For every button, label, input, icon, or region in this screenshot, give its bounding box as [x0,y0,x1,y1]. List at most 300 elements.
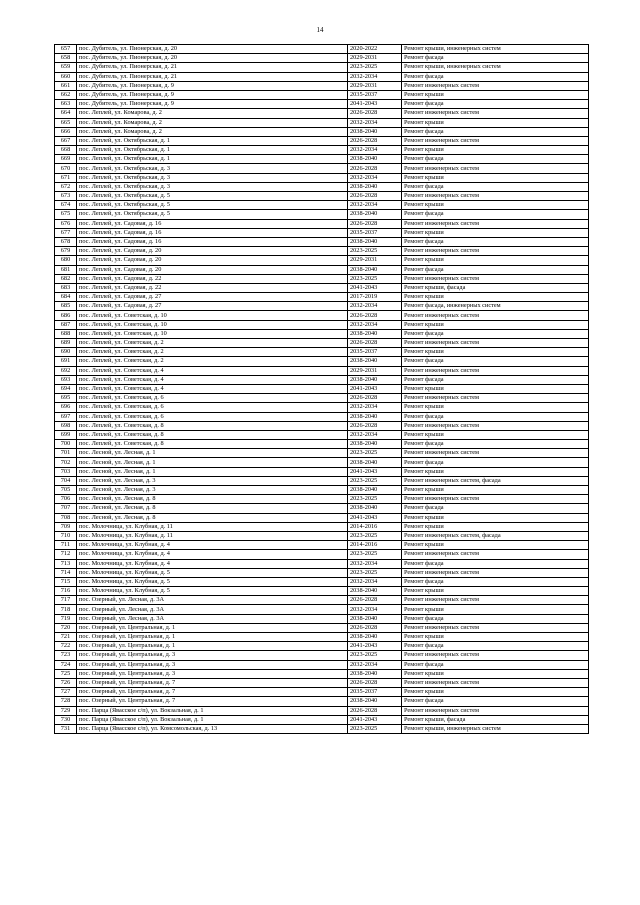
address-cell: пос. Лесной, ул. Лесная, д. 3 [77,476,348,485]
row-number: 719 [55,614,77,623]
period-cell: 2026-2028 [348,311,402,320]
period-cell: 2023-2025 [348,651,402,660]
period-cell: 2035-2037 [348,90,402,99]
table-row [55,63,589,72]
period-cell: 2017-2019 [348,293,402,302]
period-cell: 2035-2037 [348,228,402,237]
address-cell: пос. Дубитель, ул. Пионерская, д. 20 [77,54,348,63]
address-cell: пос. Озерный, ул. Лесная, д. 3А [77,614,348,623]
period-cell: 2032-2034 [348,173,402,182]
work-type-cell: Ремонт фасада [402,155,589,164]
work-type-cell: Ремонт крыши [402,430,589,439]
address-cell: пос. Леплей, ул. Советская, д. 10 [77,329,348,338]
row-number: 730 [55,715,77,724]
table-row [55,678,589,687]
address-cell: пос. Леплей, ул. Садовая, д. 16 [77,219,348,228]
table-row [55,642,589,651]
table-row [55,623,589,632]
row-number: 689 [55,339,77,348]
row-number: 717 [55,596,77,605]
table-row [55,614,589,623]
work-type-cell: Ремонт крыши [402,587,589,596]
work-type-cell: Ремонт инженерных систем [402,421,589,430]
row-number: 720 [55,623,77,632]
table-row [55,118,589,127]
row-number: 731 [55,724,77,733]
work-type-cell: Ремонт крыши [402,90,589,99]
period-cell: 2041-2043 [348,283,402,292]
period-cell: 2032-2034 [348,146,402,155]
table-row [55,146,589,155]
address-cell: пос. Молочница, ул. Клубная, д. 11 [77,531,348,540]
address-cell: пос. Озерный, ул. Центральная, д. 1 [77,642,348,651]
address-cell: пос. Дубитель, ул. Пионерская, д. 9 [77,81,348,90]
row-number: 725 [55,669,77,678]
work-type-cell: Ремонт инженерных систем [402,623,589,632]
work-type-cell: Ремонт крыши, инженерных систем [402,45,589,54]
table-row [55,274,589,283]
table-row [55,247,589,256]
work-type-cell: Ремонт фасада [402,440,589,449]
table-row [55,715,589,724]
address-cell: пос. Молочница, ул. Клубная, д. 4 [77,541,348,550]
table-row [55,72,589,81]
period-cell: 2038-2040 [348,182,402,191]
address-cell: пос. Парца (Явасское с/п), ул. Вокзальная, д. 1 [77,715,348,724]
row-number: 657 [55,45,77,54]
address-cell: пос. Леплей, ул. Октябрьская, д. 5 [77,192,348,201]
row-number: 696 [55,403,77,412]
work-type-cell: Ремонт инженерных систем [402,247,589,256]
address-cell: пос. Дубитель, ул. Пионерская, д. 20 [77,45,348,54]
period-cell: 2032-2034 [348,201,402,210]
address-cell: пос. Озерный, ул. Центральная, д. 7 [77,697,348,706]
address-cell: пос. Молочница, ул. Клубная, д. 4 [77,550,348,559]
row-number: 687 [55,320,77,329]
table-row [55,311,589,320]
work-type-cell: Ремонт крыши [402,403,589,412]
work-type-cell: Ремонт инженерных систем [402,366,589,375]
row-number: 658 [55,54,77,63]
work-type-cell: Ремонт крыши [402,633,589,642]
period-cell: 2023-2025 [348,476,402,485]
table-row [55,210,589,219]
row-number: 704 [55,476,77,485]
address-cell: пос. Лесной, ул. Лесная, д. 8 [77,495,348,504]
period-cell: 2032-2034 [348,72,402,81]
row-number: 698 [55,421,77,430]
table-row [55,45,589,54]
period-cell: 2029-2031 [348,54,402,63]
row-number: 690 [55,348,77,357]
table-row [55,651,589,660]
work-type-cell: Ремонт фасада [402,182,589,191]
period-cell: 2041-2043 [348,467,402,476]
address-cell: пос. Леплей, ул. Садовая, д. 27 [77,293,348,302]
address-cell: пос. Леплей, ул. Октябрьская, д. 3 [77,164,348,173]
work-type-cell: Ремонт фасада [402,642,589,651]
table-row [55,164,589,173]
work-type-cell: Ремонт крыши [402,669,589,678]
address-cell: пос. Леплей, ул. Советская, д. 4 [77,366,348,375]
work-type-cell: Ремонт фасада [402,357,589,366]
table-row [55,596,589,605]
row-number: 674 [55,201,77,210]
address-cell: пос. Леплей, ул. Советская, д. 2 [77,357,348,366]
row-number: 714 [55,568,77,577]
row-number: 688 [55,329,77,338]
row-number: 682 [55,274,77,283]
row-number: 683 [55,283,77,292]
row-number: 664 [55,109,77,118]
table-row [55,605,589,614]
row-number: 662 [55,90,77,99]
address-cell: пос. Леплей, ул. Советская, д. 10 [77,311,348,320]
row-number: 702 [55,458,77,467]
period-cell: 2035-2037 [348,688,402,697]
row-number: 672 [55,182,77,191]
address-cell: пос. Молочница, ул. Клубная, д. 11 [77,522,348,531]
table-row [55,192,589,201]
address-cell: пос. Озерный, ул. Лесная, д. 3А [77,596,348,605]
row-number: 707 [55,504,77,513]
table-row [55,697,589,706]
address-cell: пос. Лесной, ул. Лесная, д. 8 [77,513,348,522]
row-number: 665 [55,118,77,127]
row-number: 670 [55,164,77,173]
row-number: 661 [55,81,77,90]
row-number: 722 [55,642,77,651]
address-cell: пос. Леплей, ул. Комарова, д. 2 [77,127,348,136]
period-cell: 2020-2022 [348,45,402,54]
address-cell: пос. Леплей, ул. Садовая, д. 22 [77,283,348,292]
address-cell: пос. Молочница, ул. Клубная, д. 4 [77,559,348,568]
table-row [55,476,589,485]
address-cell: пос. Озерный, ул. Лесная, д. 3А [77,605,348,614]
table-row [55,339,589,348]
work-type-cell: Ремонт инженерных систем [402,339,589,348]
period-cell: 2023-2025 [348,550,402,559]
period-cell: 2032-2034 [348,320,402,329]
address-cell: пос. Молочница, ул. Клубная, д. 5 [77,577,348,586]
row-number: 694 [55,384,77,393]
period-cell: 2023-2025 [348,247,402,256]
table-row [55,375,589,384]
table-row [55,201,589,210]
table-body [55,45,589,734]
period-cell: 2023-2025 [348,531,402,540]
table-row [55,403,589,412]
row-number: 666 [55,127,77,136]
work-type-cell: Ремонт фасада [402,458,589,467]
period-cell: 2032-2034 [348,118,402,127]
work-type-cell: Ремонт фасада [402,329,589,338]
period-cell: 2041-2043 [348,513,402,522]
period-cell: 2023-2025 [348,274,402,283]
row-number: 716 [55,587,77,596]
row-number: 686 [55,311,77,320]
table-row [55,513,589,522]
address-cell: пос. Леплей, ул. Советская, д. 6 [77,412,348,421]
row-number: 671 [55,173,77,182]
work-type-cell: Ремонт крыши [402,173,589,182]
row-number: 713 [55,559,77,568]
period-cell: 2038-2040 [348,329,402,338]
period-cell: 2038-2040 [348,614,402,623]
work-type-cell: Ремонт фасада [402,265,589,274]
table-row [55,90,589,99]
period-cell: 2026-2028 [348,339,402,348]
table-row [55,633,589,642]
row-number: 726 [55,678,77,687]
address-cell: пос. Леплей, ул. Советская, д. 4 [77,384,348,393]
table-row [55,293,589,302]
row-number: 660 [55,72,77,81]
table-row [55,265,589,274]
table-row [55,577,589,586]
row-number: 681 [55,265,77,274]
period-cell: 2041-2043 [348,384,402,393]
table-row [55,531,589,540]
work-type-cell: Ремонт фасада [402,375,589,384]
period-cell: 2026-2028 [348,706,402,715]
row-number: 708 [55,513,77,522]
period-cell: 2038-2040 [348,412,402,421]
period-cell: 2038-2040 [348,357,402,366]
work-type-cell: Ремонт инженерных систем [402,274,589,283]
address-cell: пос. Леплей, ул. Октябрьская, д. 1 [77,146,348,155]
work-type-cell: Ремонт инженерных систем [402,164,589,173]
address-cell: пос. Озерный, ул. Центральная, д. 7 [77,688,348,697]
work-type-cell: Ремонт крыши [402,384,589,393]
work-type-cell: Ремонт фасада [402,660,589,669]
work-type-cell: Ремонт крыши [402,513,589,522]
row-number: 693 [55,375,77,384]
address-cell: пос. Парца (Явасское с/п), ул. Вокзальная, д. 1 [77,706,348,715]
address-cell: пос. Леплей, ул. Садовая, д. 20 [77,256,348,265]
table-row [55,283,589,292]
table-row [55,550,589,559]
period-cell: 2023-2025 [348,449,402,458]
address-cell: пос. Озерный, ул. Центральная, д. 7 [77,678,348,687]
table-row [55,568,589,577]
table-row [55,541,589,550]
table-row [55,495,589,504]
table-row [55,706,589,715]
table-row [55,366,589,375]
work-type-cell: Ремонт фасада [402,504,589,513]
work-type-cell: Ремонт фасада [402,54,589,63]
row-number: 701 [55,449,77,458]
address-cell: пос. Лесной, ул. Лесная, д. 1 [77,449,348,458]
period-cell: 2035-2037 [348,348,402,357]
period-cell: 2032-2034 [348,660,402,669]
period-cell: 2032-2034 [348,302,402,311]
table-row [55,100,589,109]
table-row [55,329,589,338]
work-type-cell: Ремонт инженерных систем [402,81,589,90]
work-type-cell: Ремонт крыши, фасада [402,283,589,292]
address-cell: пос. Озерный, ул. Центральная, д. 3 [77,651,348,660]
table-row [55,440,589,449]
work-type-cell: Ремонт крыши [402,256,589,265]
period-cell: 2038-2040 [348,375,402,384]
row-number: 724 [55,660,77,669]
address-cell: пос. Лесной, ул. Лесная, д. 8 [77,504,348,513]
work-type-cell: Ремонт крыши [402,522,589,531]
row-number: 695 [55,394,77,403]
work-type-cell: Ремонт крыши, фасада [402,715,589,724]
table-row [55,155,589,164]
work-type-cell: Ремонт фасада [402,577,589,586]
address-cell: пос. Озерный, ул. Центральная, д. 1 [77,623,348,632]
period-cell: 2038-2040 [348,669,402,678]
address-cell: пос. Дубитель, ул. Пионерская, д. 9 [77,90,348,99]
table-row [55,54,589,63]
table-row [55,688,589,697]
work-type-cell: Ремонт крыши, инженерных систем [402,724,589,733]
period-cell: 2038-2040 [348,210,402,219]
work-type-cell: Ремонт инженерных систем [402,219,589,228]
row-number: 699 [55,430,77,439]
work-type-cell: Ремонт крыши [402,688,589,697]
address-cell: пос. Леплей, ул. Советская, д. 2 [77,348,348,357]
table-row [55,724,589,733]
address-cell: пос. Леплей, ул. Октябрьская, д. 1 [77,155,348,164]
period-cell: 2032-2034 [348,605,402,614]
address-cell: пос. Леплей, ул. Октябрьская, д. 3 [77,182,348,191]
row-number: 659 [55,63,77,72]
period-cell: 2038-2040 [348,697,402,706]
address-cell: пос. Дубитель, ул. Пионерская, д. 21 [77,72,348,81]
address-cell: пос. Лесной, ул. Лесная, д. 1 [77,458,348,467]
period-cell: 2038-2040 [348,127,402,136]
period-cell: 2038-2040 [348,155,402,164]
row-number: 673 [55,192,77,201]
period-cell: 2032-2034 [348,577,402,586]
period-cell: 2032-2034 [348,403,402,412]
table-row [55,504,589,513]
period-cell: 2026-2028 [348,219,402,228]
period-cell: 2023-2025 [348,63,402,72]
page-number: 14 [316,26,324,34]
row-number: 669 [55,155,77,164]
row-number: 705 [55,486,77,495]
address-cell: пос. Дубитель, ул. Пионерская, д. 9 [77,100,348,109]
work-type-cell: Ремонт фасада [402,127,589,136]
table-row [55,320,589,329]
address-cell: пос. Леплей, ул. Советская, д. 2 [77,339,348,348]
table-row [55,109,589,118]
work-type-cell: Ремонт фасада [402,559,589,568]
row-number: 676 [55,219,77,228]
address-cell: пос. Леплей, ул. Садовая, д. 16 [77,228,348,237]
row-number: 706 [55,495,77,504]
period-cell: 2032-2034 [348,430,402,439]
period-cell: 2041-2043 [348,715,402,724]
work-type-cell: Ремонт фасада [402,72,589,81]
period-cell: 2038-2040 [348,633,402,642]
address-cell: пос. Леплей, ул. Комарова, д. 2 [77,118,348,127]
table-row [55,660,589,669]
table-row [55,467,589,476]
work-type-cell: Ремонт крыши [402,118,589,127]
address-cell: пос. Леплей, ул. Комарова, д. 2 [77,109,348,118]
row-number: 663 [55,100,77,109]
work-type-cell: Ремонт инженерных систем [402,109,589,118]
table-row [55,559,589,568]
row-number: 692 [55,366,77,375]
address-cell: пос. Озерный, ул. Центральная, д. 1 [77,633,348,642]
row-number: 667 [55,136,77,145]
work-type-cell: Ремонт фасада [402,237,589,246]
address-cell: пос. Леплей, ул. Октябрьская, д. 5 [77,201,348,210]
table-row [55,449,589,458]
period-cell: 2026-2028 [348,678,402,687]
address-cell: пос. Леплей, ул. Садовая, д. 22 [77,274,348,283]
work-type-cell: Ремонт инженерных систем [402,678,589,687]
work-type-cell: Ремонт инженерных систем [402,495,589,504]
address-cell: пос. Леплей, ул. Садовая, д. 16 [77,237,348,246]
row-number: 709 [55,522,77,531]
row-number: 700 [55,440,77,449]
row-number: 711 [55,541,77,550]
table-row [55,237,589,246]
table-row [55,669,589,678]
address-cell: пос. Леплей, ул. Советская, д. 8 [77,421,348,430]
period-cell: 2026-2028 [348,192,402,201]
work-type-cell: Ремонт крыши [402,541,589,550]
work-type-cell: Ремонт фасада [402,697,589,706]
period-cell: 2026-2028 [348,421,402,430]
period-cell: 2026-2028 [348,394,402,403]
table-row [55,384,589,393]
table-row [55,182,589,191]
period-cell: 2029-2031 [348,366,402,375]
table-row [55,587,589,596]
row-number: 729 [55,706,77,715]
period-cell: 2038-2040 [348,504,402,513]
row-number: 718 [55,605,77,614]
period-cell: 2026-2028 [348,164,402,173]
row-number: 668 [55,146,77,155]
address-cell: пос. Леплей, ул. Советская, д. 8 [77,440,348,449]
address-cell: пос. Леплей, ул. Садовая, д. 20 [77,265,348,274]
table-row [55,173,589,182]
work-type-cell: Ремонт инженерных систем, фасада [402,531,589,540]
work-type-cell: Ремонт инженерных систем [402,596,589,605]
work-type-cell: Ремонт инженерных систем [402,568,589,577]
row-number: 675 [55,210,77,219]
table-row [55,256,589,265]
period-cell: 2038-2040 [348,458,402,467]
row-number: 728 [55,697,77,706]
table-row [55,486,589,495]
period-cell: 2026-2028 [348,109,402,118]
work-type-cell: Ремонт крыши [402,293,589,302]
period-cell: 2026-2028 [348,623,402,632]
period-cell: 2038-2040 [348,486,402,495]
address-cell: пос. Лесной, ул. Лесная, д. 3 [77,486,348,495]
address-cell: пос. Леплей, ул. Советская, д. 6 [77,394,348,403]
address-cell: пос. Парца (Явасское с/п), ул. Комсомольская, д. 13 [77,724,348,733]
work-type-cell: Ремонт крыши [402,486,589,495]
row-number: 677 [55,228,77,237]
table-row [55,412,589,421]
period-cell: 2023-2025 [348,568,402,577]
table-row [55,127,589,136]
table-row [55,357,589,366]
